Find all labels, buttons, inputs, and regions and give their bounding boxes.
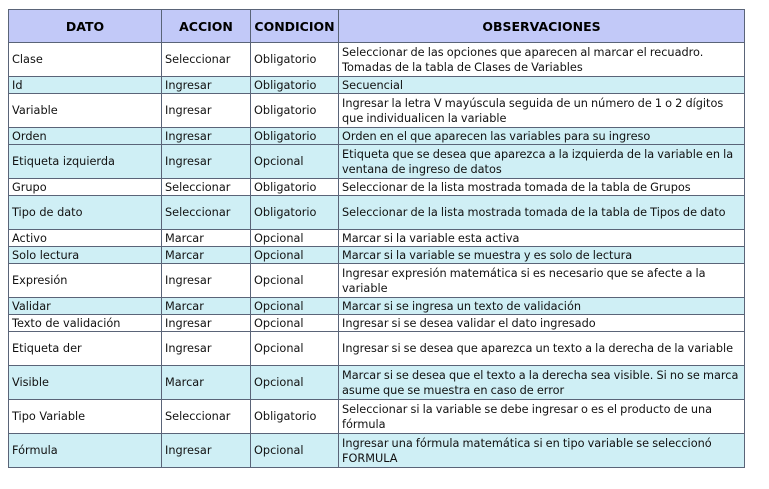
- variables-spec-table: [8, 9, 745, 468]
- cell-dato: Visible: [9, 366, 162, 400]
- header-dato: DATO: [9, 10, 162, 43]
- cell-observaciones: Seleccionar si la variable se debe ingresar o es el producto de una fórmula: [339, 400, 745, 434]
- cell-condicion: Obligatorio: [251, 77, 339, 94]
- cell-accion: Marcar: [162, 366, 251, 400]
- cell-condicion: Opcional: [251, 315, 339, 332]
- cell-accion: Ingresar: [162, 264, 251, 298]
- cell-dato: Variable: [9, 94, 162, 128]
- table-row: [9, 366, 745, 400]
- cell-dato: Expresión: [9, 264, 162, 298]
- cell-observaciones: Orden en el que aparecen las variables para su ingreso: [339, 128, 745, 145]
- cell-accion: Ingresar: [162, 434, 251, 468]
- cell-observaciones: Ingresar la letra V mayúscula seguida de un número de 1 o 2 dígitos que individualicen la variable: [339, 94, 745, 128]
- cell-condicion: Obligatorio: [251, 179, 339, 196]
- cell-dato: Etiqueta der: [9, 332, 162, 366]
- cell-dato: Id: [9, 77, 162, 94]
- cell-observaciones: Marcar si la variable esta activa: [339, 230, 745, 247]
- cell-dato: Clase: [9, 43, 162, 77]
- table-row: [9, 400, 745, 434]
- cell-observaciones: Ingresar si se desea que aparezca un texto a la derecha de la variable: [339, 332, 745, 366]
- cell-observaciones: Seleccionar de las opciones que aparecen al marcar el recuadro. Tomadas de la tabla de Clases de Variables: [339, 43, 745, 77]
- table-row: [9, 179, 745, 196]
- cell-condicion: Opcional: [251, 434, 339, 468]
- cell-accion: Seleccionar: [162, 400, 251, 434]
- cell-observaciones: Ingresar si se desea validar el dato ingresado: [339, 315, 745, 332]
- cell-condicion: Obligatorio: [251, 43, 339, 77]
- cell-dato: Orden: [9, 128, 162, 145]
- cell-observaciones: Seleccionar de la lista mostrada tomada de la tabla de Grupos: [339, 179, 745, 196]
- cell-condicion: Opcional: [251, 366, 339, 400]
- cell-observaciones: Marcar si se ingresa un texto de validación: [339, 298, 745, 315]
- cell-condicion: Opcional: [251, 332, 339, 366]
- table-row: [9, 247, 745, 264]
- table-row: [9, 145, 745, 179]
- cell-accion: Ingresar: [162, 128, 251, 145]
- cell-accion: Marcar: [162, 247, 251, 264]
- cell-accion: Marcar: [162, 230, 251, 247]
- cell-dato: Tipo de dato: [9, 196, 162, 230]
- header-observaciones: OBSERVACIONES: [339, 10, 745, 43]
- cell-condicion: Opcional: [251, 247, 339, 264]
- cell-accion: Ingresar: [162, 77, 251, 94]
- table-row: [9, 43, 745, 77]
- table-row: [9, 128, 745, 145]
- cell-condicion: Obligatorio: [251, 400, 339, 434]
- cell-dato: Activo: [9, 230, 162, 247]
- cell-dato: Fórmula: [9, 434, 162, 468]
- table-row: [9, 298, 745, 315]
- header-condicion: CONDICION: [251, 10, 339, 43]
- cell-accion: Seleccionar: [162, 43, 251, 77]
- cell-accion: Ingresar: [162, 315, 251, 332]
- table-row: [9, 230, 745, 247]
- cell-dato: Validar: [9, 298, 162, 315]
- table-row: [9, 77, 745, 94]
- cell-observaciones: Seleccionar de la lista mostrada tomada de la tabla de Tipos de dato: [339, 196, 745, 230]
- table-row: [9, 264, 745, 298]
- cell-dato: Tipo Variable: [9, 400, 162, 434]
- cell-condicion: Opcional: [251, 230, 339, 247]
- table-row: [9, 94, 745, 128]
- cell-observaciones: Marcar si la variable se muestra y es solo de lectura: [339, 247, 745, 264]
- cell-accion: Ingresar: [162, 94, 251, 128]
- cell-accion: Seleccionar: [162, 179, 251, 196]
- cell-condicion: Opcional: [251, 264, 339, 298]
- cell-accion: Ingresar: [162, 145, 251, 179]
- cell-observaciones: Etiqueta que se desea que aparezca a la izquierda de la variable en la ventana de ingreso de datos: [339, 145, 745, 179]
- table-header-row: [9, 10, 745, 43]
- cell-observaciones: Ingresar expresión matemática si es necesario que se afecte a la variable: [339, 264, 745, 298]
- cell-dato: Solo lectura: [9, 247, 162, 264]
- cell-observaciones: Ingresar una fórmula matemática si en tipo variable se seleccionó FORMULA: [339, 434, 745, 468]
- cell-condicion: Obligatorio: [251, 196, 339, 230]
- cell-condicion: Opcional: [251, 298, 339, 315]
- cell-dato: Texto de validación: [9, 315, 162, 332]
- cell-condicion: Obligatorio: [251, 128, 339, 145]
- cell-accion: Marcar: [162, 298, 251, 315]
- cell-dato: Etiqueta izquierda: [9, 145, 162, 179]
- cell-observaciones: Secuencial: [339, 77, 745, 94]
- cell-condicion: Opcional: [251, 145, 339, 179]
- cell-accion: Seleccionar: [162, 196, 251, 230]
- cell-dato: Grupo: [9, 179, 162, 196]
- cell-condicion: Obligatorio: [251, 94, 339, 128]
- table-row: [9, 434, 745, 468]
- cell-observaciones: Marcar si se desea que el texto a la derecha sea visible. Si no se marca asume que se muestra en caso de error: [339, 366, 745, 400]
- table-row: [9, 332, 745, 366]
- table-row: [9, 315, 745, 332]
- table-row: [9, 196, 745, 230]
- cell-accion: Ingresar: [162, 332, 251, 366]
- header-accion: ACCION: [162, 10, 251, 43]
